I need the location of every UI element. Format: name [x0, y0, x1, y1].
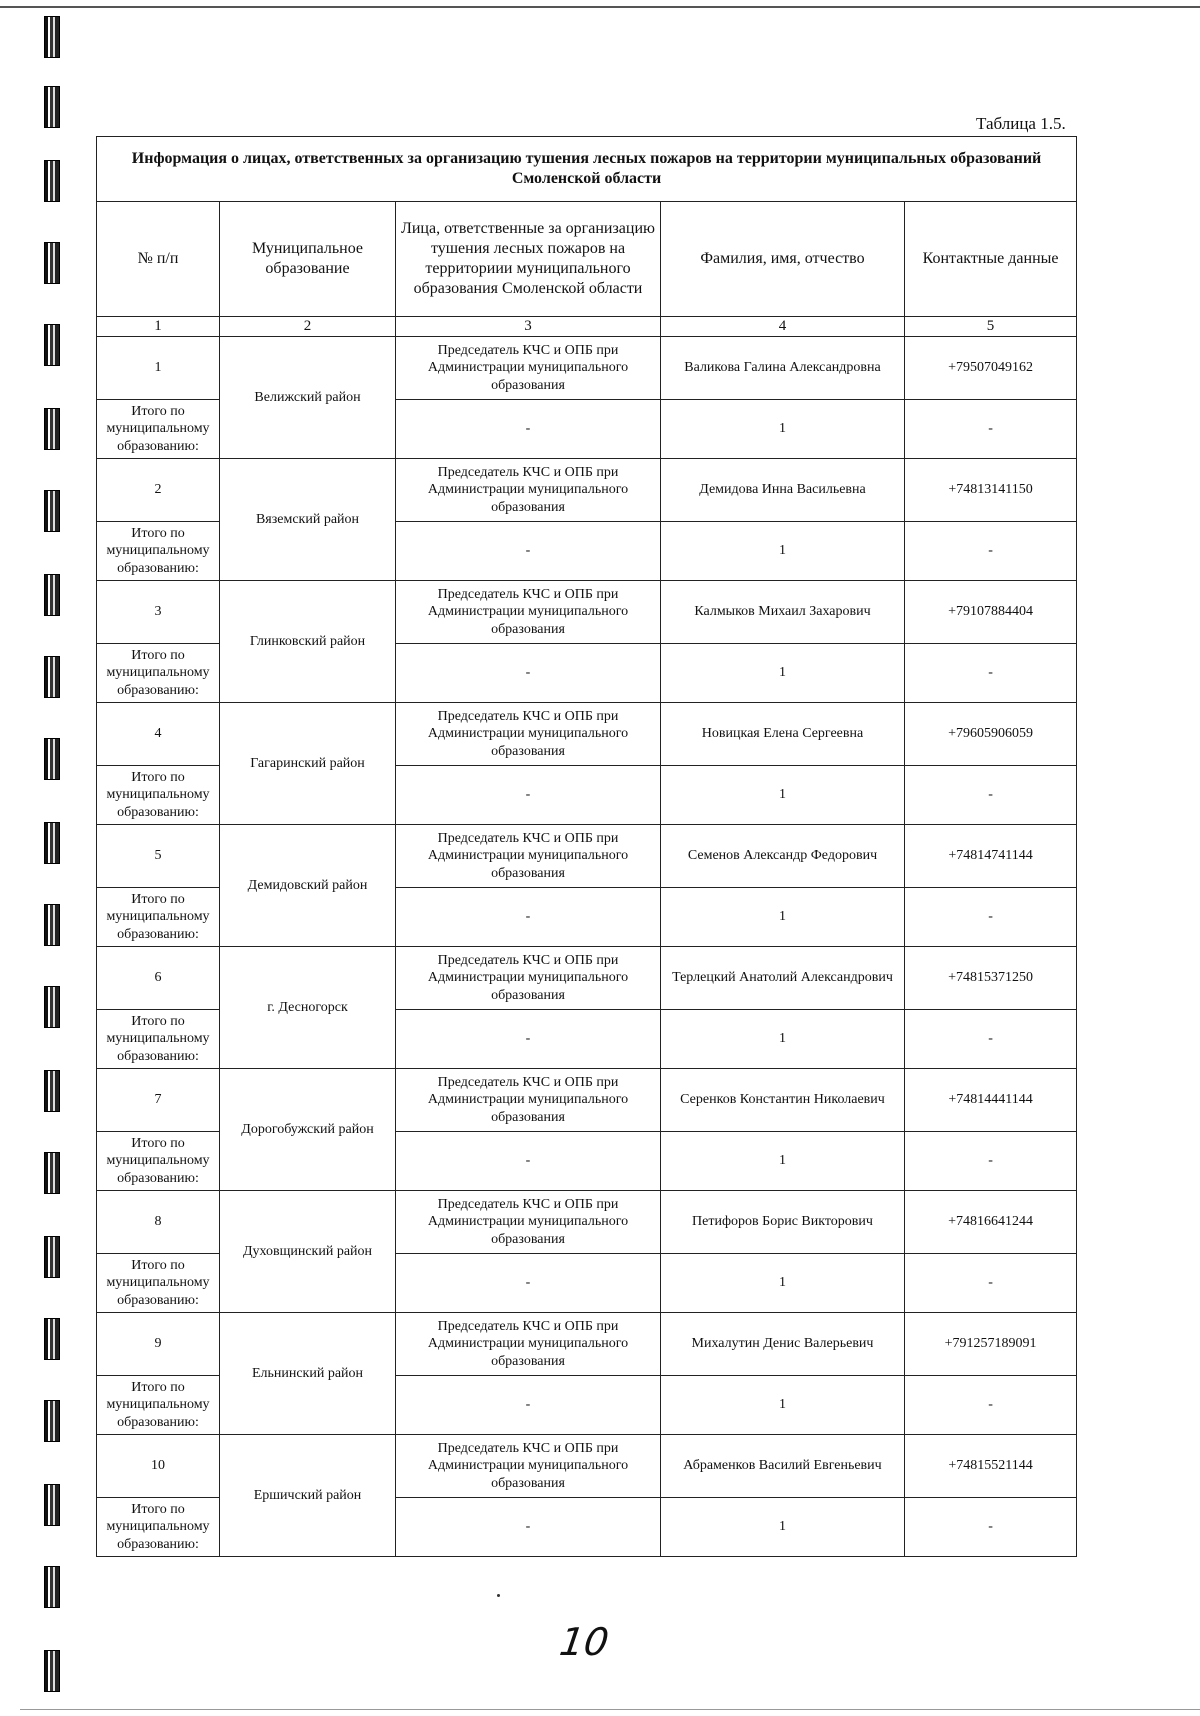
binder-hole-mark: [44, 822, 60, 864]
responsible-role: Председатель КЧС и ОПБ при Администрации муниципального образования: [396, 459, 661, 522]
responsible-role: Председатель КЧС и ОПБ при Администрации муниципального образования: [396, 1191, 661, 1254]
municipality-name: Духовщинский район: [220, 1191, 396, 1313]
contact-phone: +74815371250: [905, 947, 1077, 1010]
table-row: [97, 1313, 1077, 1376]
table-row: [97, 1435, 1077, 1498]
table-row: [97, 1069, 1077, 1132]
header-full-name: Фамилия, имя, отчество: [661, 202, 905, 317]
total-phone-value: -: [905, 1254, 1077, 1313]
binder-hole-mark: [44, 1318, 60, 1360]
table-row: [97, 825, 1077, 888]
municipality-name: Вяземский район: [220, 459, 396, 581]
table-body: [97, 137, 1077, 1557]
column-number: 4: [661, 317, 905, 337]
person-full-name: Новицкая Елена Сергеевна: [661, 703, 905, 766]
municipality-name: Дорогобужский район: [220, 1069, 396, 1191]
municipality-name: Велижский район: [220, 337, 396, 459]
header-contacts: Контактные данные: [905, 202, 1077, 317]
total-phone-value: -: [905, 522, 1077, 581]
binder-hole-mark: [44, 490, 60, 532]
contact-phone: +74816641244: [905, 1191, 1077, 1254]
municipality-name: Демидовский район: [220, 825, 396, 947]
row-number: 1: [97, 337, 220, 400]
total-label: Итого по муниципальному образованию:: [97, 1132, 220, 1191]
person-full-name: Терлецкий Анатолий Александрович: [661, 947, 905, 1010]
row-number: 7: [97, 1069, 220, 1132]
total-phone-value: -: [905, 1010, 1077, 1069]
total-label: Итого по муниципальному образованию:: [97, 644, 220, 703]
column-number: 3: [396, 317, 661, 337]
contact-phone: +74814441144: [905, 1069, 1077, 1132]
total-phone-value: -: [905, 1132, 1077, 1191]
binder-hole-mark: [44, 986, 60, 1028]
table-row: [97, 581, 1077, 644]
total-role-value: -: [396, 644, 661, 703]
header-row: [97, 202, 1077, 317]
contact-phone: +74815521144: [905, 1435, 1077, 1498]
total-label: Итого по муниципальному образованию:: [97, 400, 220, 459]
binder-hole-mark: [44, 656, 60, 698]
column-number: 2: [220, 317, 396, 337]
header-municipality: Муниципальное образование: [220, 202, 396, 317]
total-count-value: 1: [661, 1010, 905, 1069]
person-full-name: Абраменков Василий Евгеньевич: [661, 1435, 905, 1498]
total-count-value: 1: [661, 1498, 905, 1557]
header-responsible-persons: Лица, ответственные за организацию тушения лесных пожаров на территориии муниципального образования Смоленской области: [396, 202, 661, 317]
total-phone-value: -: [905, 766, 1077, 825]
total-phone-value: -: [905, 400, 1077, 459]
binder-hole-mark: [44, 1484, 60, 1526]
table-row: [97, 459, 1077, 522]
municipality-name: Глинковский район: [220, 581, 396, 703]
row-number: 8: [97, 1191, 220, 1254]
responsible-role: Председатель КЧС и ОПБ при Администрации муниципального образования: [396, 947, 661, 1010]
binder-hole-mark: [44, 738, 60, 780]
contact-phone: +74813141150: [905, 459, 1077, 522]
total-label: Итого по муниципальному образованию:: [97, 522, 220, 581]
binder-hole-mark: [44, 1400, 60, 1442]
total-role-value: -: [396, 766, 661, 825]
total-label: Итого по муниципальному образованию:: [97, 1376, 220, 1435]
binder-hole-mark: [44, 1070, 60, 1112]
row-number: 3: [97, 581, 220, 644]
row-number: 2: [97, 459, 220, 522]
table-label: Таблица 1.5.: [976, 114, 1066, 133]
row-number: 4: [97, 703, 220, 766]
total-phone-value: -: [905, 888, 1077, 947]
binder-hole-mark: [44, 1566, 60, 1608]
binder-hole-mark: [44, 242, 60, 284]
total-role-value: -: [396, 1376, 661, 1435]
table-caption: Информация о лицах, ответственных за организацию тушения лесных пожаров на территории муниципальных образований Смоленской области: [97, 137, 1077, 202]
municipality-name: г. Десногорск: [220, 947, 396, 1069]
total-count-value: 1: [661, 1132, 905, 1191]
responsible-role: Председатель КЧС и ОПБ при Администрации муниципального образования: [396, 581, 661, 644]
total-role-value: -: [396, 1254, 661, 1313]
row-number: 5: [97, 825, 220, 888]
responsible-persons-table: [96, 136, 1077, 1557]
total-count-value: 1: [661, 1254, 905, 1313]
total-count-value: 1: [661, 888, 905, 947]
person-full-name: Демидова Инна Васильевна: [661, 459, 905, 522]
row-number: 6: [97, 947, 220, 1010]
person-full-name: Михалутин Денис Валерьевич: [661, 1313, 905, 1376]
responsible-role: Председатель КЧС и ОПБ при Администрации муниципального образования: [396, 825, 661, 888]
responsible-role: Председатель КЧС и ОПБ при Администрации муниципального образования: [396, 1435, 661, 1498]
municipality-name: Ершичский район: [220, 1435, 396, 1557]
responsible-role: Председатель КЧС и ОПБ при Администрации муниципального образования: [396, 1069, 661, 1132]
municipality-name: Ельнинский район: [220, 1313, 396, 1435]
contact-phone: +74814741144: [905, 825, 1077, 888]
municipality-name: Гагаринский район: [220, 703, 396, 825]
total-role-value: -: [396, 1010, 661, 1069]
contact-phone: +79107884404: [905, 581, 1077, 644]
total-phone-value: -: [905, 1498, 1077, 1557]
person-full-name: Серенков Константин Николаевич: [661, 1069, 905, 1132]
page-number: 10: [556, 1620, 612, 1664]
binder-hole-mark: [44, 1152, 60, 1194]
contact-phone: +79605906059: [905, 703, 1077, 766]
total-count-value: 1: [661, 644, 905, 703]
person-full-name: Валикова Галина Александровна: [661, 337, 905, 400]
total-role-value: -: [396, 1498, 661, 1557]
person-full-name: Петифоров Борис Викторович: [661, 1191, 905, 1254]
total-label: Итого по муниципальному образованию:: [97, 766, 220, 825]
total-count-value: 1: [661, 522, 905, 581]
responsible-role: Председатель КЧС и ОПБ при Администрации муниципального образования: [396, 337, 661, 400]
total-role-value: -: [396, 1132, 661, 1191]
binder-hole-mark: [44, 86, 60, 128]
binder-hole-mark: [44, 904, 60, 946]
total-role-value: -: [396, 522, 661, 581]
binder-hole-mark: [44, 1236, 60, 1278]
total-label: Итого по муниципальному образованию:: [97, 1498, 220, 1557]
column-number-row: [97, 317, 1077, 337]
responsible-role: Председатель КЧС и ОПБ при Администрации муниципального образования: [396, 703, 661, 766]
bottom-edge-line: [20, 1709, 1200, 1710]
total-count-value: 1: [661, 1376, 905, 1435]
binder-hole-mark: [44, 160, 60, 202]
total-count-value: 1: [661, 766, 905, 825]
row-number: 10: [97, 1435, 220, 1498]
binder-hole-mark: [44, 16, 60, 58]
binder-hole-mark: [44, 324, 60, 366]
contact-phone: +79507049162: [905, 337, 1077, 400]
contact-phone: +791257189091: [905, 1313, 1077, 1376]
table-row: [97, 1191, 1077, 1254]
responsible-role: Председатель КЧС и ОПБ при Администрации муниципального образования: [396, 1313, 661, 1376]
column-number: 1: [97, 317, 220, 337]
header-number: № п/п: [97, 202, 220, 317]
person-full-name: Калмыков Михаил Захарович: [661, 581, 905, 644]
caption-row: [97, 137, 1077, 202]
total-role-value: -: [396, 888, 661, 947]
total-role-value: -: [396, 400, 661, 459]
row-number: 9: [97, 1313, 220, 1376]
total-phone-value: -: [905, 644, 1077, 703]
top-edge-line: [0, 6, 1200, 8]
scan-speck: [497, 1594, 500, 1597]
total-label: Итого по муниципальному образованию:: [97, 1010, 220, 1069]
person-full-name: Семенов Александр Федорович: [661, 825, 905, 888]
binder-hole-mark: [44, 1650, 60, 1692]
column-number: 5: [905, 317, 1077, 337]
table-row: [97, 947, 1077, 1010]
table-row: [97, 337, 1077, 400]
total-label: Итого по муниципальному образованию:: [97, 1254, 220, 1313]
total-label: Итого по муниципальному образованию:: [97, 888, 220, 947]
binder-hole-mark: [44, 574, 60, 616]
total-count-value: 1: [661, 400, 905, 459]
binder-hole-mark: [44, 408, 60, 450]
total-phone-value: -: [905, 1376, 1077, 1435]
table-row: [97, 703, 1077, 766]
binder-strip: [38, 10, 74, 1710]
